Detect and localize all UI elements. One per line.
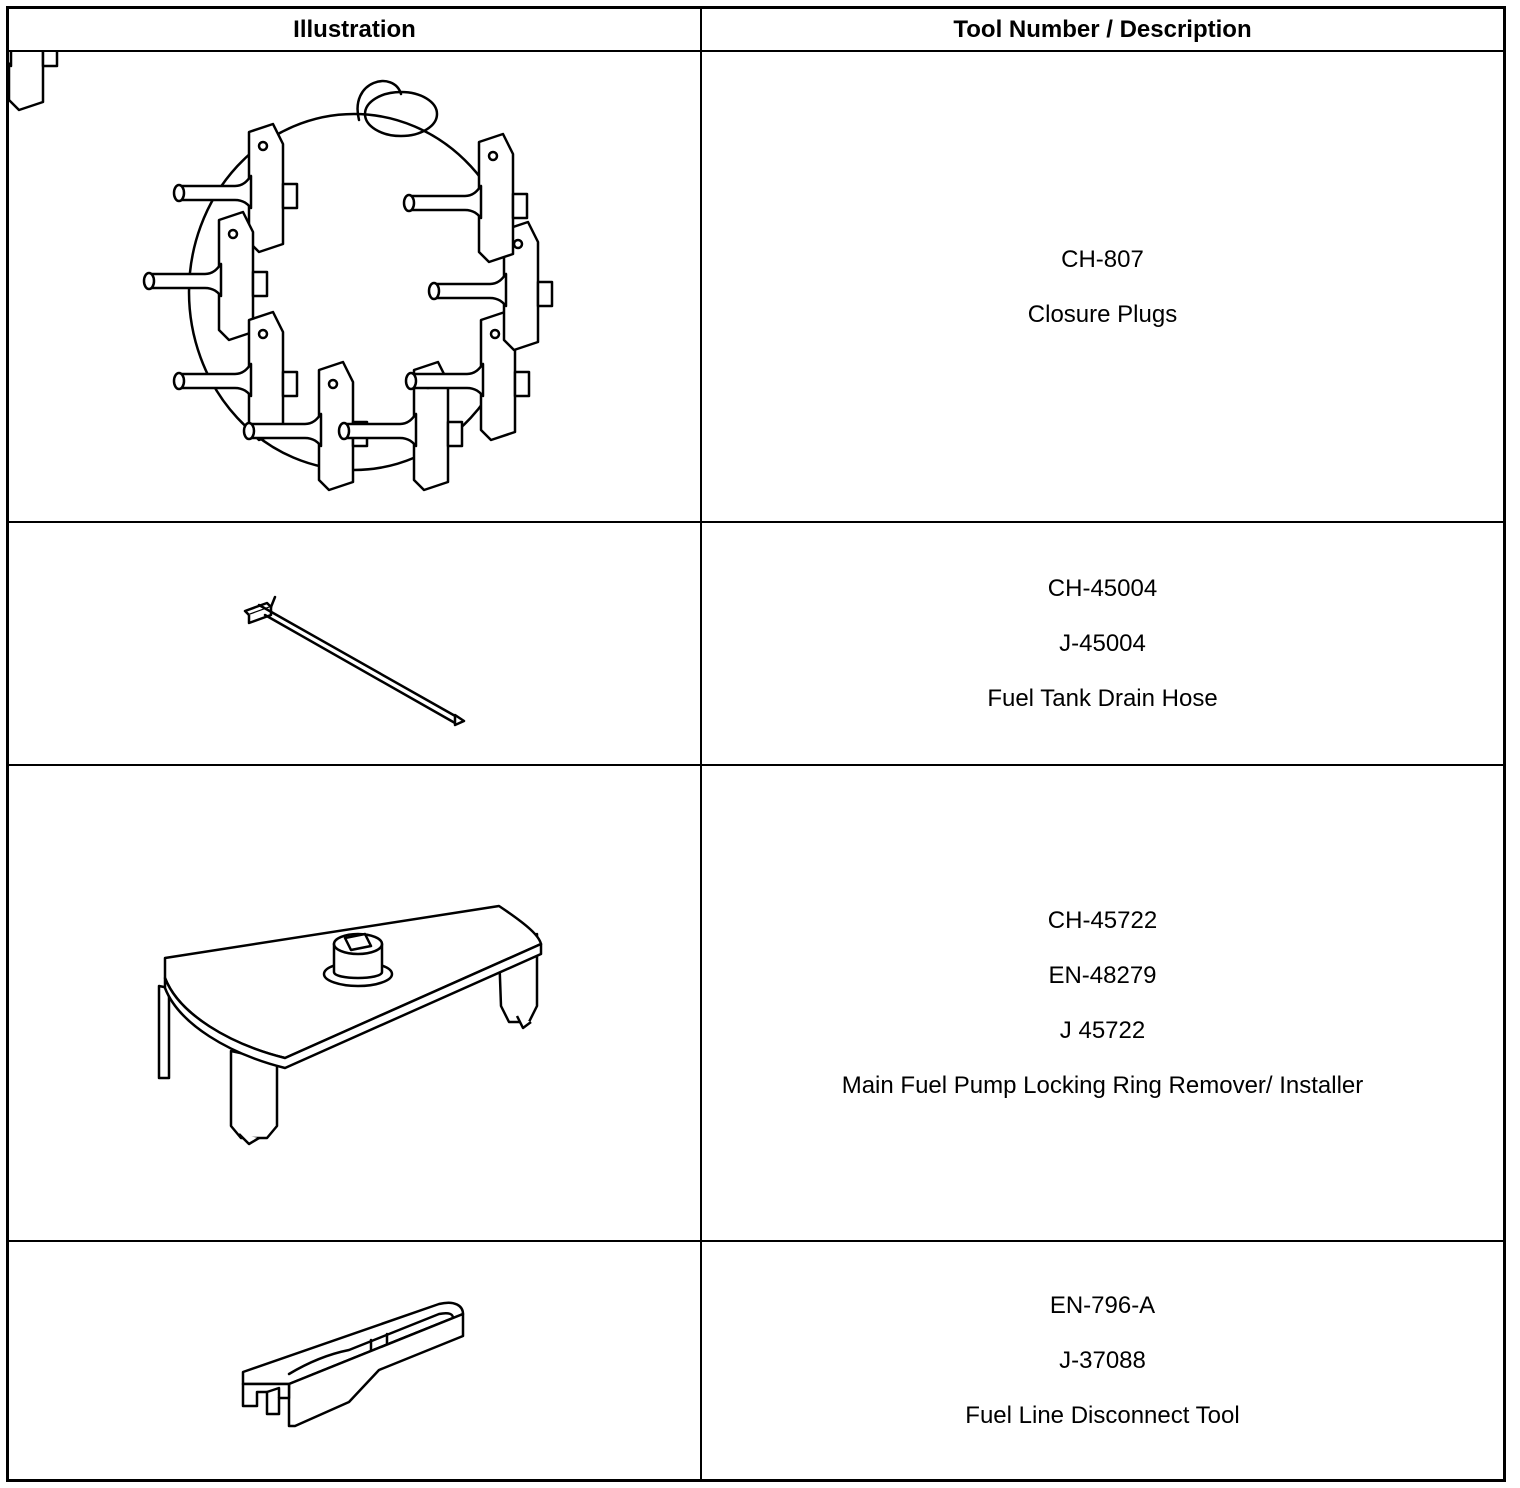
tool-line: Main Fuel Pump Locking Ring Remover/ Installer xyxy=(841,1072,1364,1099)
tool-line: CH-807 xyxy=(1061,245,1144,273)
tool-description xyxy=(702,52,1503,521)
closure-plugs-illustration xyxy=(9,52,700,521)
tool-line: CH-45004 xyxy=(1047,575,1158,602)
tool-description xyxy=(702,523,1503,764)
disconnect-tool-illustration xyxy=(9,1242,700,1479)
locking-ring-tool-illustration xyxy=(9,766,700,1240)
header-illustration: Illustration xyxy=(293,15,416,43)
tool-line: EN-796-A xyxy=(1049,1292,1156,1319)
tool-line: EN-48279 xyxy=(1048,962,1157,989)
tool-line: CH-45722 xyxy=(1047,907,1158,934)
tool-line: J-45004 xyxy=(1059,630,1146,657)
header-tool-description: Tool Number / Description xyxy=(953,15,1252,43)
tool-description xyxy=(702,1242,1503,1479)
drain-hose-illustration xyxy=(9,523,700,764)
tool-line: J 45722 xyxy=(1059,1017,1146,1044)
tool-description xyxy=(702,766,1503,1240)
tool-line: Closure Plugs xyxy=(1027,300,1178,328)
tools-table xyxy=(6,6,1506,1482)
tool-line: J-37088 xyxy=(1059,1347,1146,1374)
tool-line: Fuel Line Disconnect Tool xyxy=(965,1402,1240,1429)
tool-line: Fuel Tank Drain Hose xyxy=(987,685,1218,712)
